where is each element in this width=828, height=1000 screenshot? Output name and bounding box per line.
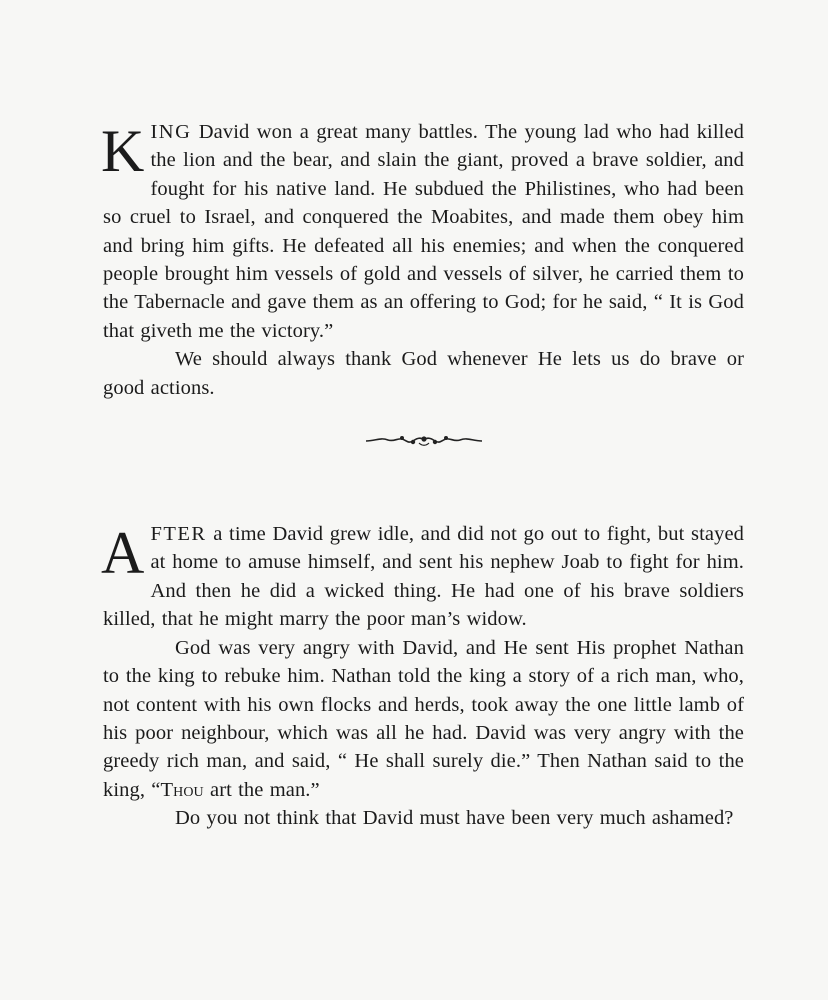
paragraph-text: God was very angry with David, and He sent His prophet Nathan to the king to rebuke him. Nathan told the king a story of a rich man, who, not content with his own flocks and herds, took away the one little lamb of his poor neighbour, which was all he had. David was very angry with the greedy rich man, and said, “ He shall surely die.” Then Nathan said to the king, “ [103, 636, 744, 801]
paragraph-battles [103, 118, 744, 345]
paragraph-david-idle [103, 520, 744, 634]
drop-cap-k: K [101, 118, 145, 184]
paragraph-text-end: art the man.” [203, 778, 320, 801]
story-david-and-nathan [103, 520, 744, 832]
paragraph-moral: We should always thank God whenever He lets us do brave or good actions. [103, 348, 744, 399]
lead-small-caps: FTER [150, 523, 207, 546]
story-king-david-battles [103, 118, 744, 402]
small-caps-thou: Thou [160, 778, 204, 801]
paragraph-nathan-rebuke [103, 634, 744, 804]
paragraph-text: David won a great many battles. The young lad who had killed the lion and the bear, and slain the giant, proved a brave soldier, and fought for his native land. He subdued the Philistines, who had been so cruel to Israel, and conquered the Moabites, and made them obey him and bring him gifts. He defeated all his enemies; and when the conquered people brought him vessels of gold and vessels of silver, he carried them to the Tabernacle and gave them as an offering to God; for he said, “ It is God that giveth me the victory.” [103, 121, 744, 342]
paragraph-text: a time David grew idle, and did not go out to fight, but stayed at home to amuse himself, and sent his nephew Joab to fight for him. And then he did a wicked thing. He had one of his brave soldiers killed, that he might marry the poor man’s widow. [103, 523, 744, 631]
ornament-divider [364, 432, 484, 448]
drop-cap-a: A [101, 520, 145, 587]
lead-small-caps: ING [150, 121, 192, 143]
paragraph-question: Do you not think that David must have been very much ashamed? [175, 807, 734, 830]
